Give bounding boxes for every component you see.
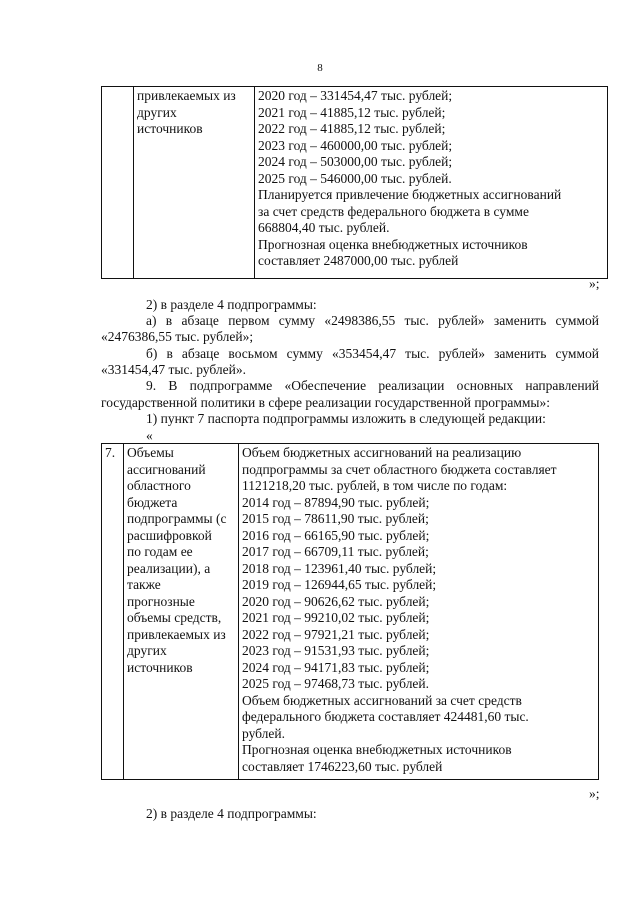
- paragraph-b-line-1: б) в абзаце восьмом сумму «353454,47 тыс. рублей» заменить суммой: [146, 346, 599, 361]
- opening-quote: «: [146, 428, 153, 443]
- row-label-cell: привлекаемых из других источников: [134, 87, 255, 279]
- row-value-cell: 2020 год – 331454,47 тыс. рублей; 2021 год – 41885,12 тыс. рублей; 2022 год – 41885,12 тыс. рублей; 2023 год – 460000,00 тыс. рублей; 2024 год – 503000,00 тыс. рублей; 2025 год – 546000,00 тыс. рублей. Планируется привлечение бюджетных ассигнований за счет средств федерального бюджета в сумме 668804,40 тыс. рублей. Прогнозная оценка внебюджетных источников составляет 2487000,00 тыс. рублей: [255, 87, 608, 279]
- row-label-cell: Объемы ассигнований областного бюджета подпрограммы (с расшифровкой по годам ее реализации), а также прогнозные объемы средств, привлекаемых из других источников: [124, 444, 239, 780]
- page-number: 8: [317, 62, 323, 74]
- closing-quote-1: »;: [589, 276, 600, 291]
- paragraph-a-line-1: а) в абзаце первом сумму «2498386,55 тыс. рублей» заменить суммой: [146, 313, 599, 328]
- table-row: [102, 87, 608, 279]
- empty-number-cell: [102, 87, 134, 279]
- passport-table-item-7: [101, 443, 599, 780]
- table-row: [102, 444, 599, 780]
- paragraph-section-4-next: 2) в разделе 4 подпрограммы:: [146, 806, 317, 821]
- row-value-cell: Объем бюджетных ассигнований на реализацию подпрограммы за счет областного бюджета составляет 1121218,20 тыс. рублей, в том числе по годам: 2014 год – 87894,90 тыс. рублей; 2015 год – 78611,90 тыс. рублей; 2016 год – 66165,90 тыс. рублей; 2017 год – 66709,11 тыс. рублей; 2018 год – 123961,40 тыс. рублей; 2019 год – 126944,65 тыс. рублей; 2020 год – 90626,62 тыс. рублей; 2021 год – 99210,02 тыс. рублей; 2022 год – 97921,21 тыс. рублей; 2023 год – 91531,93 тыс. рублей; 2024 год – 94171,83 тыс. рублей; 2025 год – 97468,73 тыс. рублей. Объем бюджетных ассигнований за счет средств федерального бюджета составляет 424481,60 тыс. рублей. Прогнозная оценка внебюджетных источников составляет 1746223,60 тыс. рублей: [239, 444, 599, 780]
- paragraph-b-line-2: «331454,47 тыс. рублей».: [101, 362, 246, 377]
- paragraph-item-1: 1) пункт 7 паспорта подпрограммы изложить в следующей редакции:: [146, 411, 546, 426]
- paragraph-9-line-1: 9. В подпрограмме «Обеспечение реализации основных направлений: [146, 378, 599, 393]
- row-number-cell: 7.: [102, 444, 124, 780]
- paragraph-section-4: 2) в разделе 4 подпрограммы:: [146, 297, 317, 312]
- closing-quote-2: »;: [589, 786, 600, 801]
- passport-table-continued: [101, 86, 608, 279]
- paragraph-9-line-2: государственной политики в сфере реализации государственной программы»:: [101, 395, 550, 410]
- paragraph-a-line-2: «2476386,55 тыс. рублей»;: [101, 329, 254, 344]
